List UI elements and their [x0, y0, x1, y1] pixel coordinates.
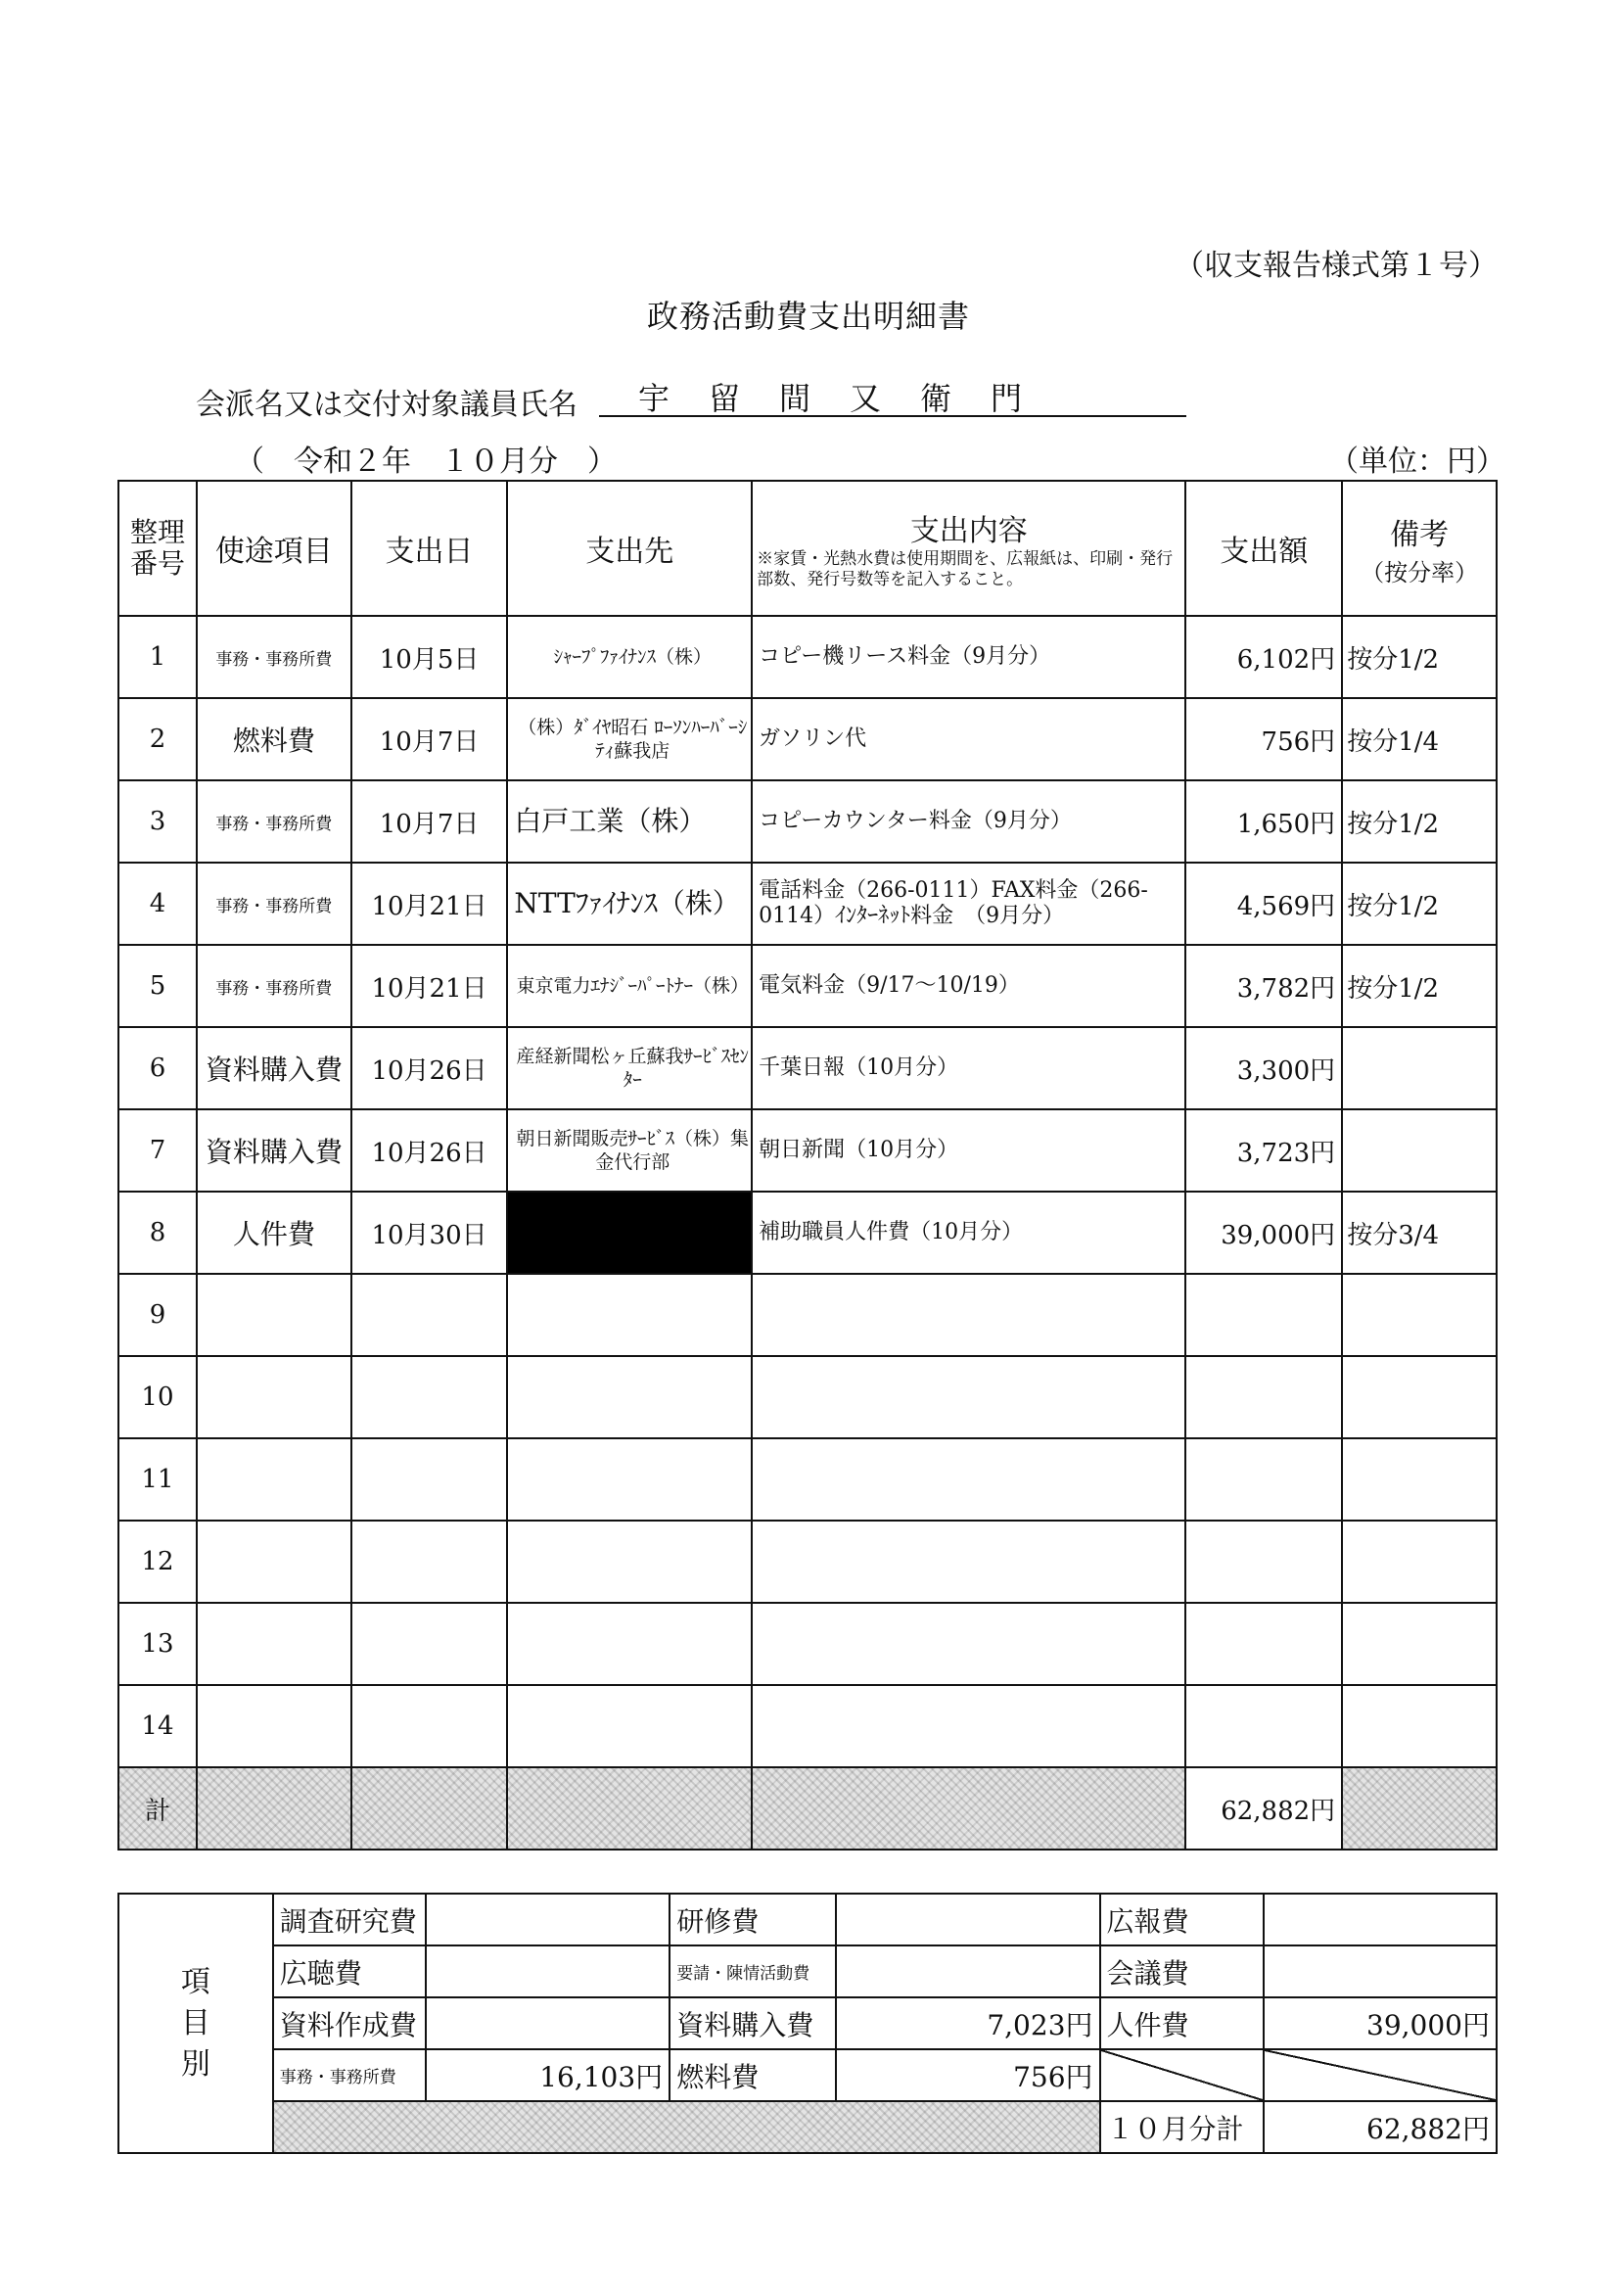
unit-label: （単位：円）	[1329, 445, 1505, 479]
summary-value	[426, 1894, 670, 1945]
total-row	[118, 1767, 1497, 1850]
table-row	[118, 1109, 1497, 1192]
summary-label: 広聴費	[273, 1945, 426, 1997]
table-row	[118, 863, 1497, 945]
document-title: 政務活動費支出明細書	[646, 298, 970, 335]
summary-value	[836, 1894, 1100, 1945]
row-amount: 3,300円	[1185, 1027, 1342, 1109]
summary-value	[1264, 1945, 1497, 1997]
table-row	[118, 1521, 1497, 1603]
row-use	[197, 1685, 351, 1767]
row-date: 10月21日	[351, 863, 508, 945]
row-note	[1342, 1027, 1497, 1109]
header-note-title: 備考	[1390, 517, 1450, 552]
header-amount: 支出額	[1185, 481, 1342, 616]
row-payee	[507, 1685, 752, 1767]
summary-value: 39,000円	[1264, 1997, 1497, 2049]
summary-label: 調査研究費	[273, 1894, 426, 1945]
summary-diagonal	[1100, 2049, 1265, 2101]
row-description: コピーカウンター料金（9月分）	[752, 780, 1185, 863]
row-payee: NTTﾌｧｲﾅﾝｽ（株）	[507, 863, 752, 945]
row-note	[1342, 1356, 1497, 1438]
row-date	[351, 1356, 508, 1438]
summary-value: 16,103円	[426, 2049, 670, 2101]
row-note	[1342, 1603, 1497, 1685]
header-note-sub: （按分率）	[1361, 558, 1479, 586]
row-note: 按分1/2	[1342, 616, 1497, 698]
row-description: 電話料金（266-0111）FAX料金（266-0114）ｲﾝﾀｰﾈｯﾄ料金 （9月分）	[752, 863, 1185, 945]
row-number: 13	[118, 1603, 197, 1685]
table-row	[118, 1603, 1497, 1685]
row-date: 10月30日	[351, 1192, 508, 1274]
row-note	[1342, 1521, 1497, 1603]
row-description	[752, 1685, 1185, 1767]
row-use	[197, 1356, 351, 1438]
row-description: コピー機リース料金（9月分）	[752, 616, 1185, 698]
row-amount	[1185, 1438, 1342, 1521]
row-note	[1342, 1685, 1497, 1767]
header-desc-title: 支出内容	[909, 514, 1028, 548]
row-amount	[1185, 1274, 1342, 1356]
row-description	[752, 1438, 1185, 1521]
total-shade	[197, 1767, 351, 1850]
row-date	[351, 1685, 508, 1767]
row-amount: 39,000円	[1185, 1192, 1342, 1274]
row-number: 9	[118, 1274, 197, 1356]
row-use: 事務・事務所費	[197, 616, 351, 698]
summary-value	[836, 1945, 1100, 1997]
row-description	[752, 1603, 1185, 1685]
row-description: 千葉日報（10月分）	[752, 1027, 1185, 1109]
row-use: 資料購入費	[197, 1027, 351, 1109]
row-number: 4	[118, 863, 197, 945]
summary-label: 研修費	[670, 1894, 836, 1945]
row-note: 按分1/2	[1342, 945, 1497, 1027]
row-date: 10月26日	[351, 1109, 508, 1192]
row-use	[197, 1603, 351, 1685]
row-use	[197, 1521, 351, 1603]
row-date: 10月5日	[351, 616, 508, 698]
row-description: 朝日新聞（10月分）	[752, 1109, 1185, 1192]
row-use: 燃料費	[197, 698, 351, 780]
row-note	[1342, 1109, 1497, 1192]
header-note	[1342, 481, 1497, 616]
row-number: 2	[118, 698, 197, 780]
row-payee	[507, 1603, 752, 1685]
row-number: 7	[118, 1109, 197, 1192]
row-description: 電気料金（9/17～10/19）	[752, 945, 1185, 1027]
table-row	[118, 1438, 1497, 1521]
row-payee: 朝日新聞販売ｻｰﾋﾞｽ（株）集金代行部	[507, 1109, 752, 1192]
row-amount: 6,102円	[1185, 616, 1342, 698]
row-number: 5	[118, 945, 197, 1027]
header-payee: 支出先	[507, 481, 752, 616]
row-number: 12	[118, 1521, 197, 1603]
table-row	[118, 1027, 1497, 1109]
row-number: 11	[118, 1438, 197, 1521]
row-payee	[507, 1521, 752, 1603]
row-note: 按分1/4	[1342, 698, 1497, 780]
summary-label: 事務・事務所費	[273, 2049, 426, 2101]
table-row	[118, 945, 1497, 1027]
row-note: 按分3/4	[1342, 1192, 1497, 1274]
summary-value: 756円	[836, 2049, 1100, 2101]
row-date: 10月7日	[351, 780, 508, 863]
table-row	[118, 698, 1497, 780]
row-payee: 東京電力ｴﾅｼﾞｰﾊﾟｰﾄﾅｰ（株）	[507, 945, 752, 1027]
total-shade	[507, 1767, 752, 1850]
summary-value	[426, 1997, 670, 2049]
total-label: 計	[118, 1767, 197, 1850]
row-note	[1342, 1274, 1497, 1356]
summary-label: 燃料費	[670, 2049, 836, 2101]
total-shade	[752, 1767, 1185, 1850]
row-number: 8	[118, 1192, 197, 1274]
summary-total-label: １０月分計	[1100, 2101, 1265, 2153]
table-row	[118, 1192, 1497, 1274]
header-num: 整理番号	[118, 481, 197, 616]
summary-label: 資料購入費	[670, 1997, 836, 2049]
table-row	[118, 1685, 1497, 1767]
summary-label: 要請・陳情活動費	[670, 1945, 836, 1997]
header-use: 使途項目	[197, 481, 351, 616]
row-use: 人件費	[197, 1192, 351, 1274]
row-date: 10月7日	[351, 698, 508, 780]
row-number: 3	[118, 780, 197, 863]
header-date: 支出日	[351, 481, 508, 616]
row-payee: 産経新聞松ヶ丘蘇我ｻｰﾋﾞｽｾﾝﾀｰ	[507, 1027, 752, 1109]
row-description: 補助職員人件費（10月分）	[752, 1192, 1185, 1274]
row-payee	[507, 1438, 752, 1521]
row-payee: ｼｬｰﾌﾟﾌｧｲﾅﾝｽ（株）	[507, 616, 752, 698]
row-use	[197, 1274, 351, 1356]
summary-value	[426, 1945, 670, 1997]
member-label: 会派名又は交付対象議員氏名	[196, 388, 578, 422]
row-amount	[1185, 1356, 1342, 1438]
row-amount: 1,650円	[1185, 780, 1342, 863]
row-payee: 白戸工業（株）	[507, 780, 752, 863]
row-amount: 756円	[1185, 698, 1342, 780]
row-date	[351, 1521, 508, 1603]
row-number: 10	[118, 1356, 197, 1438]
row-use	[197, 1438, 351, 1521]
table-header-row	[118, 481, 1497, 616]
row-number: 14	[118, 1685, 197, 1767]
summary-total-value: 62,882円	[1264, 2101, 1497, 2153]
row-payee	[507, 1274, 752, 1356]
table-row	[118, 1274, 1497, 1356]
row-date	[351, 1438, 508, 1521]
table-row	[118, 616, 1497, 698]
total-shade	[1342, 1767, 1497, 1850]
report-period: （ 令和２年 １０月分 ）	[235, 445, 617, 479]
summary-diagonal	[1264, 2049, 1497, 2101]
row-number: 6	[118, 1027, 197, 1109]
total-shade	[351, 1767, 508, 1850]
summary-label: 資料作成費	[273, 1997, 426, 2049]
form-number: （収支報告様式第１号）	[1175, 249, 1498, 283]
row-date	[351, 1603, 508, 1685]
row-note	[1342, 1438, 1497, 1521]
row-amount: 3,782円	[1185, 945, 1342, 1027]
row-description: ガソリン代	[752, 698, 1185, 780]
table-row	[118, 780, 1497, 863]
category-summary-table	[117, 1893, 1498, 2154]
row-use: 事務・事務所費	[197, 780, 351, 863]
summary-side-label: 項目別	[118, 1894, 273, 2153]
row-note: 按分1/2	[1342, 863, 1497, 945]
summary-value: 7,023円	[836, 1997, 1100, 2049]
row-payee: （株）ﾀﾞｲﾔ昭石 ﾛｰｿﾝﾊｰﾊﾞｰｼﾃｨ蘇我店	[507, 698, 752, 780]
summary-label: 人件費	[1100, 1997, 1265, 2049]
row-date: 10月26日	[351, 1027, 508, 1109]
row-date	[351, 1274, 508, 1356]
member-name: 宇留間又衛門	[599, 374, 1186, 417]
row-use: 資料購入費	[197, 1109, 351, 1192]
row-amount: 3,723円	[1185, 1109, 1342, 1192]
row-amount	[1185, 1521, 1342, 1603]
row-payee	[507, 1356, 752, 1438]
row-amount: 4,569円	[1185, 863, 1342, 945]
row-amount	[1185, 1603, 1342, 1685]
row-description	[752, 1356, 1185, 1438]
expense-table	[117, 480, 1498, 1851]
header-desc	[752, 481, 1185, 616]
row-description	[752, 1521, 1185, 1603]
summary-label: 会議費	[1100, 1945, 1265, 1997]
total-amount: 62,882円	[1185, 1767, 1342, 1850]
row-number: 1	[118, 616, 197, 698]
summary-label: 広報費	[1100, 1894, 1265, 1945]
row-note: 按分1/2	[1342, 780, 1497, 863]
summary-shade	[273, 2101, 1100, 2153]
row-use: 事務・事務所費	[197, 863, 351, 945]
row-date: 10月21日	[351, 945, 508, 1027]
row-use: 事務・事務所費	[197, 945, 351, 1027]
table-row	[118, 1356, 1497, 1438]
row-description	[752, 1274, 1185, 1356]
header-desc-note: ※家賃・光熱水費は使用期間を、広報紙は、印刷・発行部数、発行号数等を記入すること。	[757, 549, 1174, 589]
summary-value	[1264, 1894, 1497, 1945]
row-payee	[507, 1192, 752, 1274]
row-amount	[1185, 1685, 1342, 1767]
